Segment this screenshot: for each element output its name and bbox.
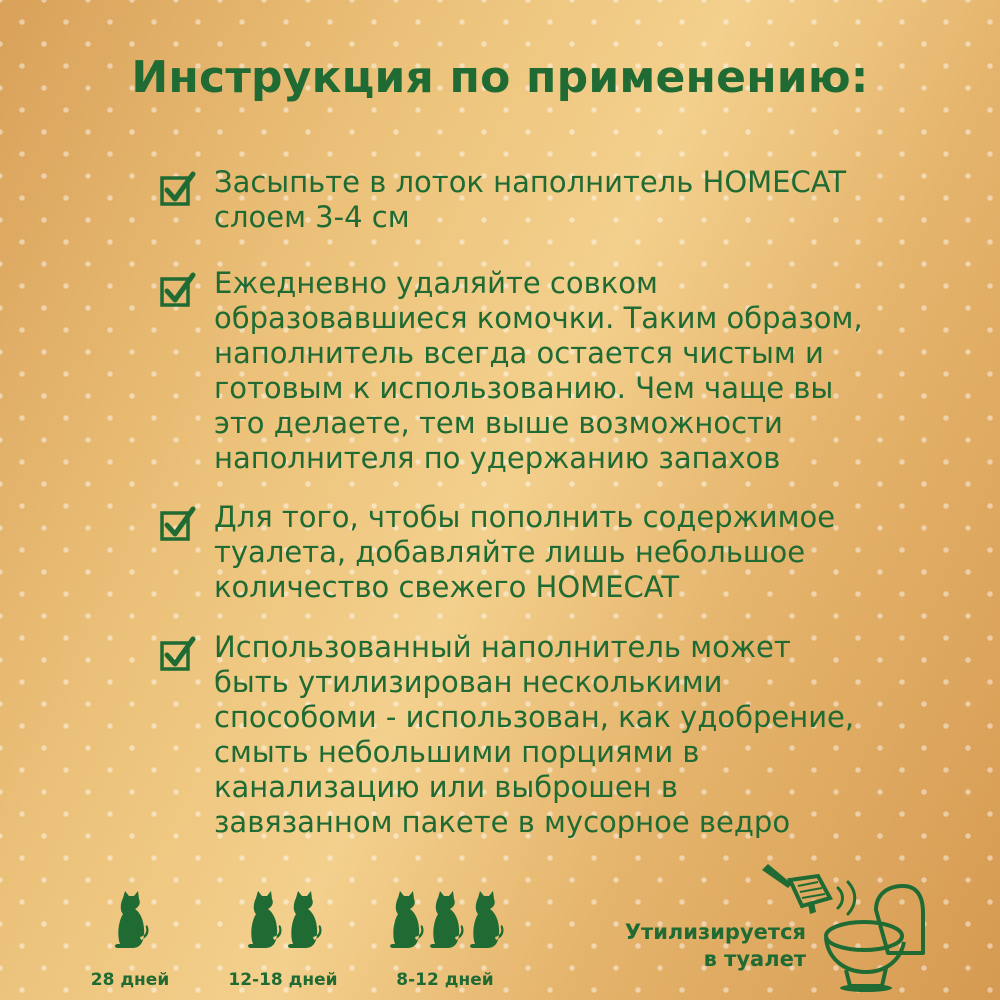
instruction-step-1	[160, 165, 874, 235]
cat-silhouette-icon	[243, 890, 283, 950]
instruction-step-3	[160, 500, 874, 605]
duration-label: 8-12 дней	[396, 970, 494, 990]
cat-silhouette-icon	[465, 890, 505, 950]
duration-12-18-days	[218, 890, 348, 990]
page-title: Инструкция по применению:	[131, 52, 869, 103]
duration-28-days	[90, 890, 170, 990]
instruction-text: Для того, чтобы пополнить содержимое туалета, добавляйте лишь небольшое количество свежего HOMECAT	[214, 500, 836, 604]
duration-label: 12-18 дней	[228, 970, 338, 990]
cat-silhouette-icon	[385, 890, 425, 950]
checkbox-check-icon	[160, 171, 196, 207]
duration-8-12-days	[380, 890, 510, 990]
cat-silhouette-icon	[110, 890, 150, 950]
checkbox-check-icon	[160, 272, 196, 308]
instruction-text: Ежедневно удаляйте совком образовавшиеся комочки. Таким образом, наполнитель всегда остается чистым и готовым к использованию. Чем чаще вы это делаете, тем выше возможности наполнителя по удержанию запахов	[214, 266, 863, 475]
duration-label: 28 дней	[90, 970, 170, 990]
cat-silhouette-icon	[425, 890, 465, 950]
checkbox-check-icon	[160, 506, 196, 542]
instruction-text: Засыпьте в лоток наполнитель HOMECAT слоем 3-4 см	[214, 165, 847, 234]
instruction-text: Использованный наполнитель может быть утилизирован несколькими способоми - использован, как удобрение, смыть небольшими порциями в канализацию или выброшен в завязанном пакете в мусорное ведро	[214, 630, 855, 839]
instruction-step-4	[160, 630, 874, 840]
checkbox-check-icon	[160, 636, 196, 672]
disposal-label: Утилизируется в туалет	[624, 920, 806, 971]
cat-silhouette-icon	[283, 890, 323, 950]
toilet-with-scoop-icon	[758, 858, 928, 993]
instruction-step-2	[160, 266, 874, 476]
